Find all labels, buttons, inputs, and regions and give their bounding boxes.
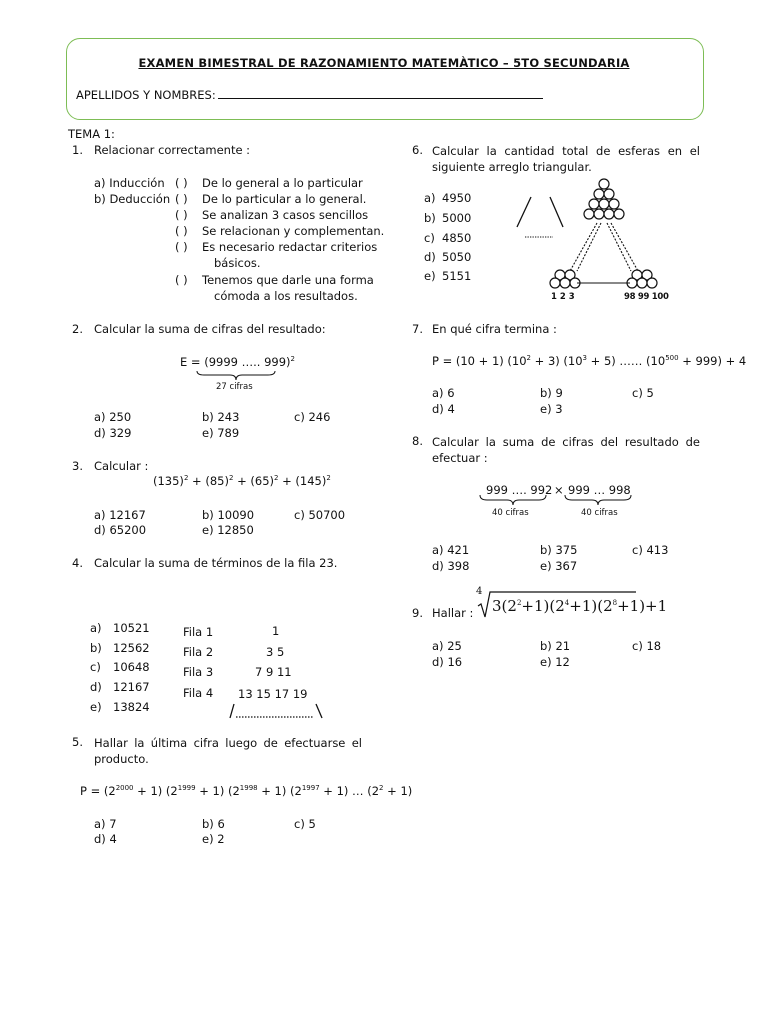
q3-text: Calcular : bbox=[94, 459, 149, 473]
q4-continuation-lines bbox=[226, 702, 326, 720]
q2-underbrace bbox=[196, 370, 276, 382]
q3-option[interactable]: a) 12167 bbox=[94, 508, 146, 522]
q8-text: Calcular la suma de cifras del resultado de efectuar : bbox=[432, 435, 700, 465]
q6-option-value[interactable]: 5151 bbox=[442, 269, 472, 283]
q3-option[interactable]: d) 65200 bbox=[94, 523, 147, 537]
q9-option[interactable]: e) 12 bbox=[540, 655, 570, 669]
q1-right: De lo particular a lo general. bbox=[202, 192, 367, 206]
q6-option-letter[interactable]: c) bbox=[424, 231, 435, 245]
q4-option-value[interactable]: 12167 bbox=[113, 680, 150, 694]
q5-option[interactable]: c) 5 bbox=[294, 817, 316, 831]
q1-paren[interactable]: ( ) bbox=[175, 224, 188, 238]
q1-text: Relacionar correctamente : bbox=[94, 143, 251, 157]
q4-row-values: 7 9 11 bbox=[255, 665, 292, 679]
q8-times: × bbox=[554, 483, 564, 497]
q9-option[interactable]: c) 18 bbox=[632, 639, 662, 653]
exam-title: EXAMEN BIMESTRAL DE RAZONAMIENTO MATEMÀTICO – 5TO SECUNDARIA bbox=[138, 56, 630, 70]
q4-option-letter[interactable]: b) bbox=[90, 641, 102, 655]
q6-text: Calcular la cantidad total de esferas en el siguiente arreglo triangular. bbox=[432, 144, 700, 174]
q9-option[interactable]: d) 16 bbox=[432, 655, 463, 669]
q8-underbraces bbox=[479, 494, 634, 508]
q4-option-value[interactable]: 10521 bbox=[113, 621, 150, 635]
q2-number: 2. bbox=[72, 322, 83, 336]
q1-paren[interactable]: ( ) bbox=[175, 273, 188, 287]
q4-row-label: Fila 4 bbox=[183, 686, 214, 700]
student-name-line bbox=[76, 88, 543, 102]
q4-row-values: 3 5 bbox=[266, 645, 285, 659]
q5-expression: $P = (2^{2000} + 1) (2^{1999} + 1) (2^{1998} + 1) (2^{1997} + 1)$ … $(2^2 + 1)$ bbox=[80, 784, 413, 798]
q8-left-factor: 999 …. 992 bbox=[486, 483, 553, 497]
q4-row-label: Fila 1 bbox=[183, 625, 214, 639]
q3-option[interactable]: e) 12850 bbox=[202, 523, 254, 537]
q1-right: Es necesario redactar criterios bbox=[202, 240, 378, 254]
q7-option[interactable]: e) 3 bbox=[540, 402, 563, 416]
q5-text: Hallar la última cifra luego de efectuarse el producto. bbox=[94, 736, 362, 766]
q8-option[interactable]: c) 413 bbox=[632, 543, 669, 557]
q7-option[interactable]: c) 5 bbox=[632, 386, 654, 400]
q2-option[interactable]: b) 243 bbox=[202, 410, 240, 424]
q7-option[interactable]: b) 9 bbox=[540, 386, 563, 400]
q9-root-index: 4 bbox=[476, 586, 483, 597]
q6-option-letter[interactable]: b) bbox=[424, 211, 436, 225]
q4-text: Calcular la suma de términos de la fila 23. bbox=[94, 556, 338, 570]
q2-expression: E = (9999 ….. 999)$^2$ bbox=[180, 355, 295, 369]
q6-option-letter[interactable]: e) bbox=[424, 269, 436, 283]
q1-right: Se relacionan y complementan. bbox=[202, 224, 385, 238]
q2-option[interactable]: c) 246 bbox=[294, 410, 331, 424]
q9-text: Hallar : bbox=[432, 606, 474, 620]
q2-option[interactable]: d) 329 bbox=[94, 426, 132, 440]
q4-number: 4. bbox=[72, 556, 83, 570]
q7-option[interactable]: a) 6 bbox=[432, 386, 455, 400]
q7-option[interactable]: d) 4 bbox=[432, 402, 455, 416]
q1-right: básicos. bbox=[214, 256, 261, 270]
q1-number: 1. bbox=[72, 143, 83, 157]
q8-brace-label: 40 cifras bbox=[492, 508, 529, 518]
q5-option[interactable]: a) 7 bbox=[94, 817, 117, 831]
q6-option-value[interactable]: 4950 bbox=[442, 191, 472, 205]
q6-label-right: 98 99 100 bbox=[624, 292, 669, 302]
q8-option[interactable]: a) 421 bbox=[432, 543, 470, 557]
q6-label-left: 1 2 3 bbox=[551, 292, 575, 302]
q5-option[interactable]: d) 4 bbox=[94, 832, 117, 846]
q2-option[interactable]: e) 789 bbox=[202, 426, 240, 440]
q6-option-letter[interactable]: d) bbox=[424, 250, 436, 264]
sphere-triangle-diagram bbox=[505, 175, 685, 295]
q8-right-factor: 999 … 998 bbox=[568, 483, 631, 497]
q3-number: 3. bbox=[72, 459, 83, 473]
q1-right: Tenemos que darle una forma bbox=[202, 273, 374, 287]
q1-paren[interactable]: ( ) bbox=[175, 208, 188, 222]
q2-brace-label: 27 cifras bbox=[216, 382, 253, 392]
q3-option[interactable]: c) 50700 bbox=[294, 508, 346, 522]
q3-option[interactable]: b) 10090 bbox=[202, 508, 255, 522]
q8-brace-label: 40 cifras bbox=[581, 508, 618, 518]
q4-row-values: 13 15 17 19 bbox=[238, 687, 308, 701]
q5-option[interactable]: e) 2 bbox=[202, 832, 225, 846]
q4-option-value[interactable]: 13824 bbox=[113, 700, 150, 714]
q1-right: Se analizan 3 casos sencillos bbox=[202, 208, 369, 222]
q9-option[interactable]: b) 21 bbox=[540, 639, 571, 653]
q1-paren[interactable]: ( ) bbox=[175, 176, 188, 190]
q4-row-label: Fila 3 bbox=[183, 665, 214, 679]
q8-option[interactable]: e) 367 bbox=[540, 559, 578, 573]
q4-option-value[interactable]: 12562 bbox=[113, 641, 150, 655]
q1-paren[interactable]: ( ) bbox=[175, 192, 188, 206]
q7-expression: P = (10 + 1) $(10^2 + 3) (10^3 + 5)$ …… $(10^{500} + 999) + 4$ bbox=[432, 354, 747, 368]
q4-option-letter[interactable]: e) bbox=[90, 700, 102, 714]
q6-option-value[interactable]: 5000 bbox=[442, 211, 472, 225]
q4-row-values: 1 bbox=[272, 624, 280, 638]
q1-right: cómoda a los resultados. bbox=[214, 289, 358, 303]
section-title: TEMA 1: bbox=[68, 127, 115, 141]
q4-option-value[interactable]: 10648 bbox=[113, 660, 150, 674]
q2-option[interactable]: a) 250 bbox=[94, 410, 132, 424]
q6-number: 6. bbox=[412, 143, 423, 157]
q5-number: 5. bbox=[72, 735, 83, 749]
q4-option-letter[interactable]: a) bbox=[90, 621, 102, 635]
q1-right: De lo general a lo particular bbox=[202, 176, 363, 190]
header-box bbox=[66, 38, 704, 120]
q9-radicand: $3(2^2+1)(2^4+1)(2^8+1)+1$ bbox=[492, 597, 668, 615]
q6-option-value[interactable]: 5050 bbox=[442, 250, 472, 264]
name-label: APELLIDOS Y NOMBRES: bbox=[76, 88, 216, 102]
q3-expression: $(135)^2 + (85)^2 + (65)^2 + (145)^2$ bbox=[153, 474, 331, 488]
name-blank[interactable] bbox=[218, 88, 543, 99]
q6-option-letter[interactable]: a) bbox=[424, 191, 436, 205]
q2-text: Calcular la suma de cifras del resultado: bbox=[94, 322, 326, 336]
q1-left-b: b) Deducción bbox=[94, 192, 171, 206]
q8-option[interactable]: d) 398 bbox=[432, 559, 470, 573]
q4-row-label: Fila 2 bbox=[183, 645, 214, 659]
q4-option-letter[interactable]: d) bbox=[90, 680, 102, 694]
q4-option-letter[interactable]: c) bbox=[90, 660, 101, 674]
q8-option[interactable]: b) 375 bbox=[540, 543, 578, 557]
q5-option[interactable]: b) 6 bbox=[202, 817, 225, 831]
q6-option-value[interactable]: 4850 bbox=[442, 231, 472, 245]
q7-text: En qué cifra termina : bbox=[432, 322, 557, 336]
q9-option[interactable]: a) 25 bbox=[432, 639, 462, 653]
q1-paren[interactable]: ( ) bbox=[175, 240, 188, 254]
q8-number: 8. bbox=[412, 434, 423, 448]
q9-number: 9. bbox=[412, 606, 423, 620]
q7-number: 7. bbox=[412, 322, 423, 336]
q1-left-a: a) Inducción bbox=[94, 176, 165, 190]
